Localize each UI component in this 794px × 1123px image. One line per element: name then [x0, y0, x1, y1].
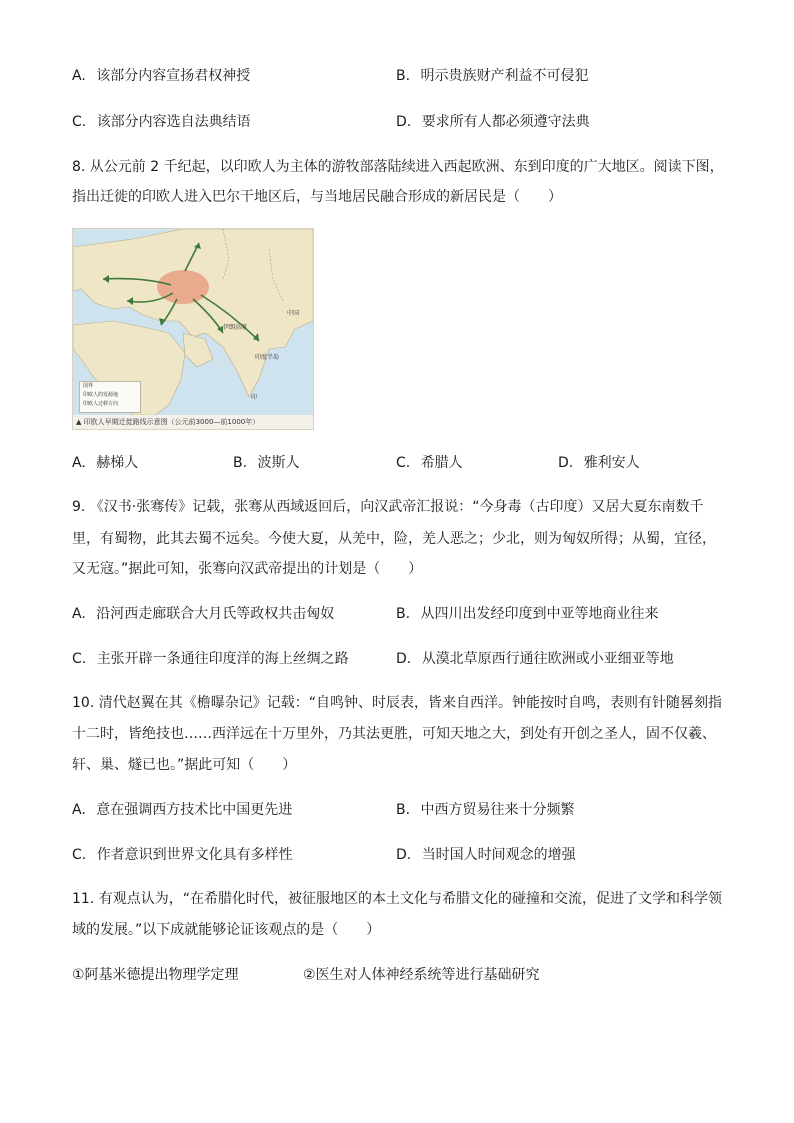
option-text: 赫梯人 [96, 455, 139, 471]
q8-stem-line-2: 指出迁徙的印欧人进入巴尔干地区后，与当地居民融合形成的新居民是（ ） [72, 189, 562, 205]
option-letter: B. [396, 606, 411, 622]
homeland-area [157, 270, 209, 304]
option-letter: A. [72, 802, 86, 818]
option-letter: D. [396, 651, 412, 667]
q10-stem-line-3: 轩、巢、燧已也。”据此可知（ ） [72, 757, 297, 773]
q7-option-d[interactable] [396, 112, 590, 132]
q10-option-b[interactable] [396, 800, 575, 820]
option-text: 主张开辟一条通往印度洋的海上丝绸之路 [96, 651, 349, 667]
q11-item-2: ②医生对人体神经系统等进行基础研究 [303, 967, 540, 983]
option-text: 从四川出发经印度到中亚等地商业往来 [420, 606, 659, 622]
q10-option-c[interactable] [72, 845, 293, 865]
q9-option-b[interactable] [396, 604, 659, 624]
legend-homeland: 印欧人的发源地 [83, 392, 119, 398]
option-text: 作者意识到世界文化具有多样性 [96, 847, 293, 863]
q9-stem-line-1: 9. 《汉书·张骞传》记载，张骞从西域返回后，向汉武帝汇报说：“今身毒（古印度）又居大夏东南数千 [72, 499, 704, 515]
q8-option-a[interactable] [72, 453, 138, 473]
option-letter: A. [72, 455, 86, 471]
option-letter: D. [396, 847, 412, 863]
option-letter: C. [72, 651, 87, 667]
option-text: 波斯人 [257, 455, 300, 471]
q8-option-d[interactable] [558, 453, 640, 473]
option-letter: C. [396, 455, 411, 471]
option-text: 中西方贸易往来十分频繁 [420, 802, 575, 818]
option-text: 当时国人时间观念的增强 [421, 847, 576, 863]
q11-stem-line-2: 域的发展。”以下成就能够论证该观点的是（ ） [72, 922, 381, 938]
option-letter: B. [396, 68, 411, 84]
label-ocean: 印 [251, 394, 258, 401]
arabia-land [183, 333, 213, 367]
q10-option-a[interactable] [72, 800, 292, 820]
legend-border: 国界 [83, 383, 94, 389]
option-letter: B. [233, 455, 248, 471]
q8-option-c[interactable] [396, 453, 463, 473]
option-text: 雅利安人 [583, 455, 640, 471]
q10-stem-line-2: 十二时，皆绝技也……西洋远在十万里外，乃其法更胜，可知天地之大，到处有开创之圣人，固不仅羲、 [72, 726, 716, 742]
migration-map [72, 228, 314, 430]
option-text: 该部分内容选自法典结语 [96, 114, 251, 130]
option-text: 明示贵族财产利益不可侵犯 [420, 68, 589, 84]
option-text: 要求所有人都必须遵守法典 [421, 114, 590, 130]
option-text: 希腊人 [420, 455, 463, 471]
option-letter: C. [72, 114, 87, 130]
legend-migration: 印欧人迁移方向 [83, 401, 119, 407]
option-text: 该部分内容宣扬君权神授 [96, 68, 251, 84]
q10-stem-line-1: 10. 清代赵翼在其《檐曝杂记》记载：“自鸣钟、时辰表，皆来自西洋。钟能按时自鸣，表则有针随晷刻指 [72, 695, 722, 711]
q7-option-c[interactable] [72, 112, 251, 132]
option-letter: D. [396, 114, 412, 130]
q9-stem-line-3: 又无寇。”据此可知，张骞向汉武帝提出的计划是（ ） [72, 561, 423, 577]
label-india-peninsula: 印度半岛 [255, 354, 280, 361]
option-letter: A. [72, 68, 86, 84]
q9-option-a[interactable] [72, 604, 334, 624]
q9-option-c[interactable] [72, 649, 349, 669]
label-iran-plateau: 伊朗高原 [223, 324, 248, 331]
map-caption: ▲ 印欧人早期迁徙路线示意图（公元前3000—前1000年） [73, 415, 313, 429]
option-letter: A. [72, 606, 86, 622]
option-letter: D. [558, 455, 574, 471]
option-letter: B. [396, 802, 411, 818]
q9-stem-line-2: 里，有蜀物，此其去蜀不远矣。今使大夏，从羌中，险，羌人恶之；少北，则为匈奴所得；从蜀，宜径， [72, 531, 716, 547]
q11-stem-line-1: 11. 有观点认为，“在希腊化时代，被征服地区的本土文化与希腊文化的碰撞和交流，促进了文学和科学领 [72, 891, 722, 907]
option-text: 意在强调西方技术比中国更先进 [96, 802, 293, 818]
q8-stem-line-1: 8. 从公元前 2 千纪起，以印欧人为主体的游牧部落陆续进入西起欧洲、东到印度的广大地区。阅读下图， [72, 159, 724, 175]
q8-option-b[interactable] [233, 453, 300, 473]
q9-option-d[interactable] [396, 649, 674, 669]
q11-item-1: ①阿基米德提出物理学定理 [72, 967, 239, 983]
option-text: 从漠北草原西行通往欧洲或小亚细亚等地 [421, 651, 674, 667]
q10-option-d[interactable] [396, 845, 576, 865]
label-china: 中国 [287, 310, 300, 317]
option-text: 沿河西走廊联合大月氏等政权共击匈奴 [96, 606, 335, 622]
option-letter: C. [72, 847, 87, 863]
map-legend [79, 381, 141, 413]
q7-option-a[interactable] [72, 66, 250, 86]
q7-option-b[interactable] [396, 66, 589, 86]
